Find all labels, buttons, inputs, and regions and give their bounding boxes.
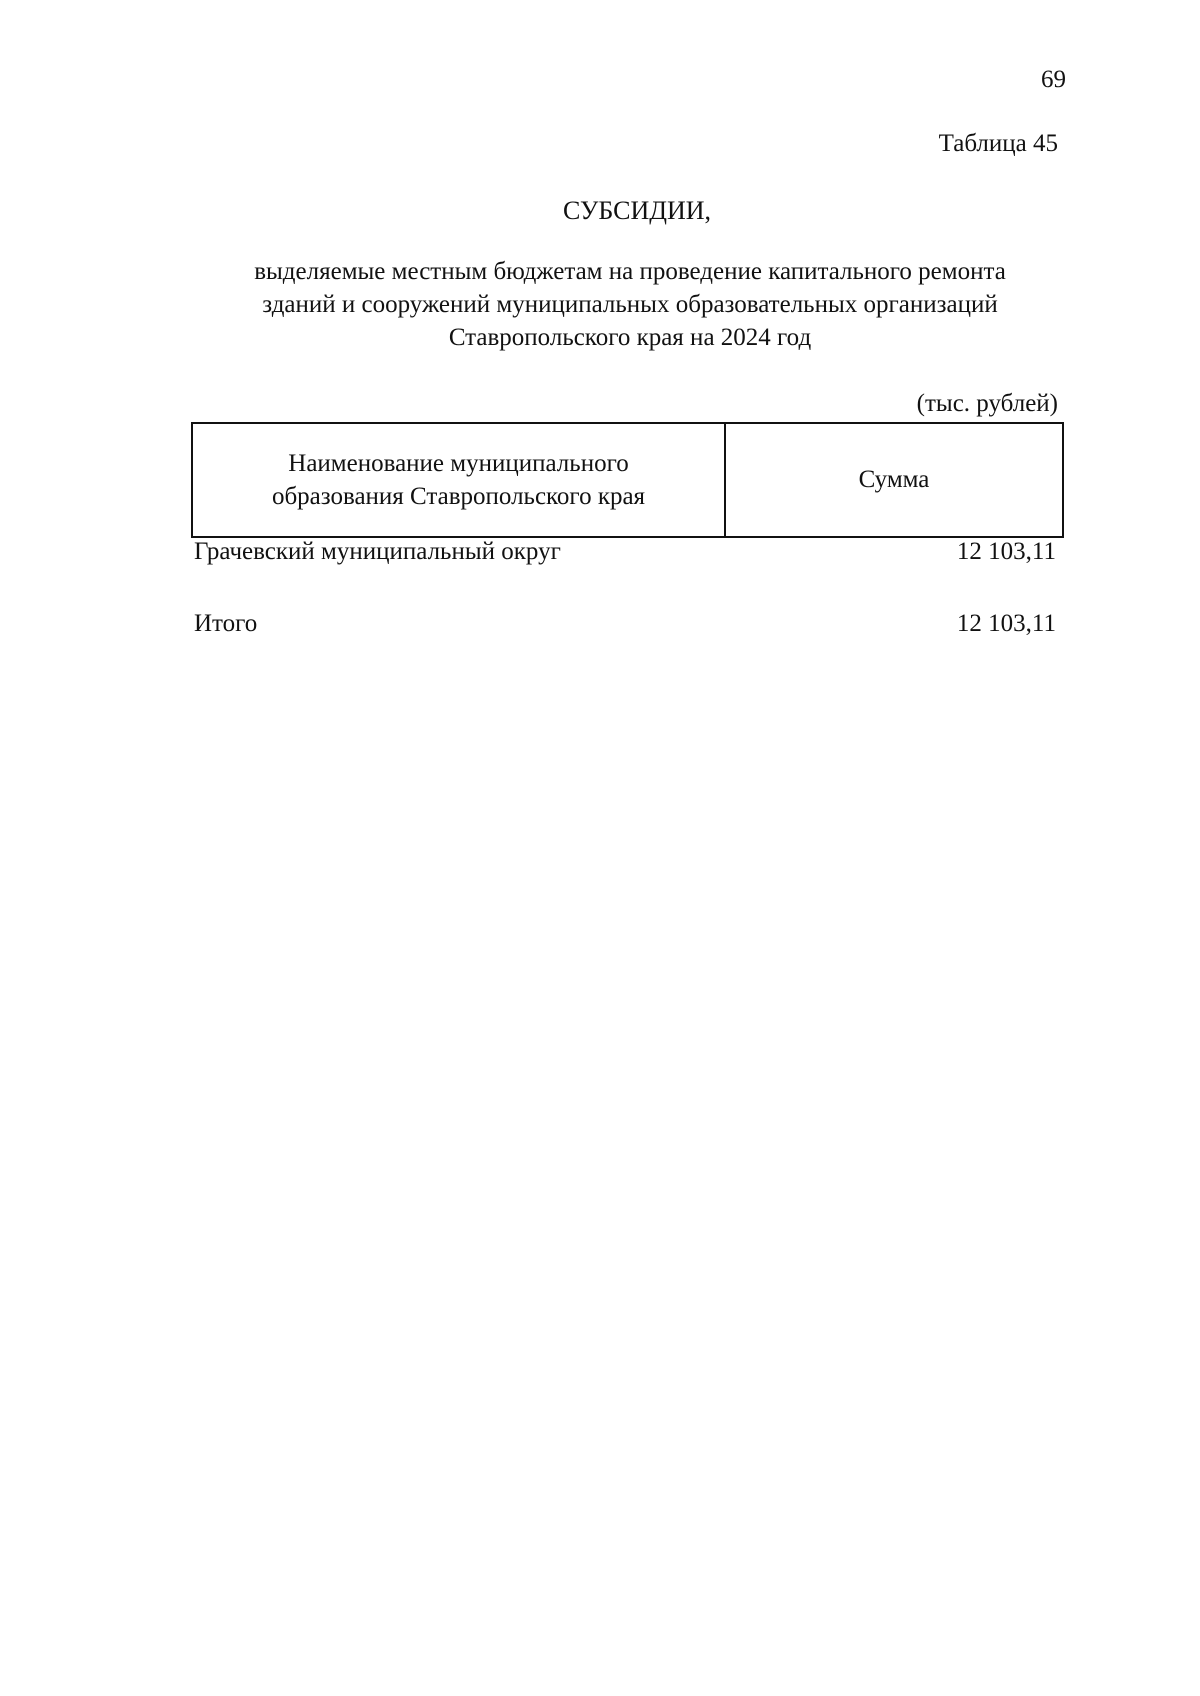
subtitle-line: зданий и сооружений муниципальных образовательных организаций [262,291,998,318]
header-name-line: Наименование муниципального [288,450,629,477]
total-row [194,610,1056,638]
document-subtitle [0,255,1200,354]
subtitle-line: Ставропольского края на 2024 год [448,324,812,351]
document-title: СУБСИДИИ, [562,196,712,225]
total-sum: 12 103,11 [956,610,1056,637]
page-number: 69 [1041,66,1066,93]
row-name: Грачевский муниципальный округ [194,538,561,565]
row-sum: 12 103,11 [956,538,1056,565]
table-label: Таблица 45 [938,130,1058,157]
header-name [193,424,726,536]
table-header [191,422,1064,538]
header-sum: Сумма [858,466,930,493]
total-label: Итого [194,610,258,637]
table-row [194,538,1056,566]
header-name-line: образования Ставропольского края [271,483,646,510]
subtitle-line: выделяемые местным бюджетам на проведение капитального ремонта [254,258,1006,285]
units-note: (тыс. рублей) [916,390,1058,417]
